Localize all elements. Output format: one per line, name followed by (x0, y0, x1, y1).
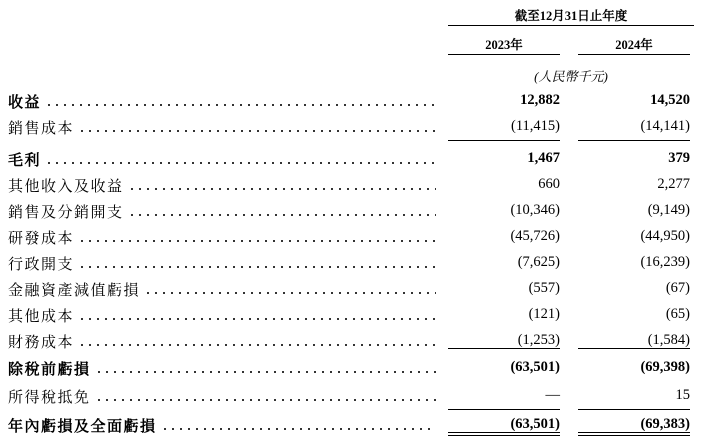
dot-leader (128, 214, 436, 216)
dot-leader (95, 371, 436, 373)
double-underline-2023 (448, 432, 560, 433)
subtotal-rule-2023 (448, 348, 560, 349)
value-2023: (63,501) (510, 416, 560, 432)
table-row (0, 198, 704, 224)
row-label: 研發成本 (8, 231, 75, 247)
table-row (0, 302, 704, 328)
double-underline-2024 (578, 432, 690, 433)
row-label: 除稅前虧損 (8, 362, 91, 378)
value-2023: (10,346) (510, 202, 560, 218)
table-row (0, 276, 704, 302)
subtotal-rule-2023 (448, 140, 560, 141)
subtotal-rule-2024 (578, 140, 690, 141)
period-underline (448, 25, 694, 26)
row-label: 財務成本 (8, 335, 75, 351)
row-label: 行政開支 (8, 257, 75, 273)
value-2024: (1,584) (647, 332, 690, 348)
value-2024: (69,383) (640, 416, 690, 432)
row-label: 毛利 (8, 153, 42, 169)
value-2024: (69,398) (640, 359, 690, 375)
value-2023: (557) (528, 280, 560, 296)
value-2024: 2,277 (657, 176, 690, 192)
value-2023: (63,501) (510, 359, 560, 375)
table-row (0, 383, 704, 409)
value-2023: — (545, 387, 560, 403)
table-row (0, 224, 704, 250)
row-label: 其他收入及收益 (8, 179, 124, 195)
table-row (0, 114, 704, 140)
value-2024: (16,239) (640, 254, 690, 270)
dot-leader (45, 104, 436, 106)
value-2024: (67) (665, 280, 690, 296)
value-2023: (45,726) (510, 228, 560, 244)
row-label: 銷售成本 (8, 121, 75, 137)
row-label: 所得稅抵免 (8, 390, 91, 406)
value-2024: 379 (668, 150, 690, 166)
table-row (0, 146, 704, 172)
total-rule-2024 (578, 409, 690, 410)
dot-leader (78, 240, 436, 242)
row-label: 其他成本 (8, 309, 75, 325)
dot-leader (78, 344, 436, 346)
row-label: 銷售及分銷開支 (8, 205, 124, 221)
value-2024: (44,950) (640, 228, 690, 244)
double-underline-2023 (448, 435, 560, 436)
period-heading: 截至12月31日止年度 (514, 9, 628, 23)
table-row (0, 88, 704, 114)
value-2024: 15 (675, 387, 690, 403)
value-2023: 1,467 (527, 150, 560, 166)
double-underline-2024 (578, 435, 690, 436)
dot-leader (161, 428, 436, 430)
dot-leader (78, 266, 436, 268)
year-heading-2024: 2024年 (615, 38, 653, 52)
year-underline-2024 (578, 54, 690, 55)
value-2024: (9,149) (647, 202, 690, 218)
unit-label: (人民幣千元) (534, 69, 608, 84)
year-underline-2023 (448, 54, 560, 55)
table-row (0, 355, 704, 381)
total-rule-2023 (448, 409, 560, 410)
table-row (0, 250, 704, 276)
dot-leader (95, 399, 436, 401)
dot-leader (78, 318, 436, 320)
table-row (0, 328, 704, 354)
dot-leader (128, 188, 436, 190)
row-label: 金融資產減值虧損 (8, 283, 141, 299)
table-row (0, 172, 704, 198)
value-2023: (1,253) (517, 332, 560, 348)
value-2023: 12,882 (520, 92, 560, 108)
value-2024: 14,520 (650, 92, 690, 108)
value-2024: (14,141) (640, 118, 690, 134)
row-label: 收益 (8, 95, 42, 111)
value-2023: (7,625) (517, 254, 560, 270)
row-label: 年內虧損及全面虧損 (8, 419, 157, 435)
dot-leader (78, 130, 436, 132)
year-heading-2023: 2023年 (485, 38, 523, 52)
dot-leader (45, 162, 436, 164)
value-2023: 660 (538, 176, 560, 192)
value-2023: (11,415) (511, 118, 560, 134)
value-2024: (65) (665, 306, 690, 322)
subtotal-rule-2024 (578, 348, 690, 349)
value-2023: (121) (528, 306, 560, 322)
dot-leader (144, 292, 436, 294)
